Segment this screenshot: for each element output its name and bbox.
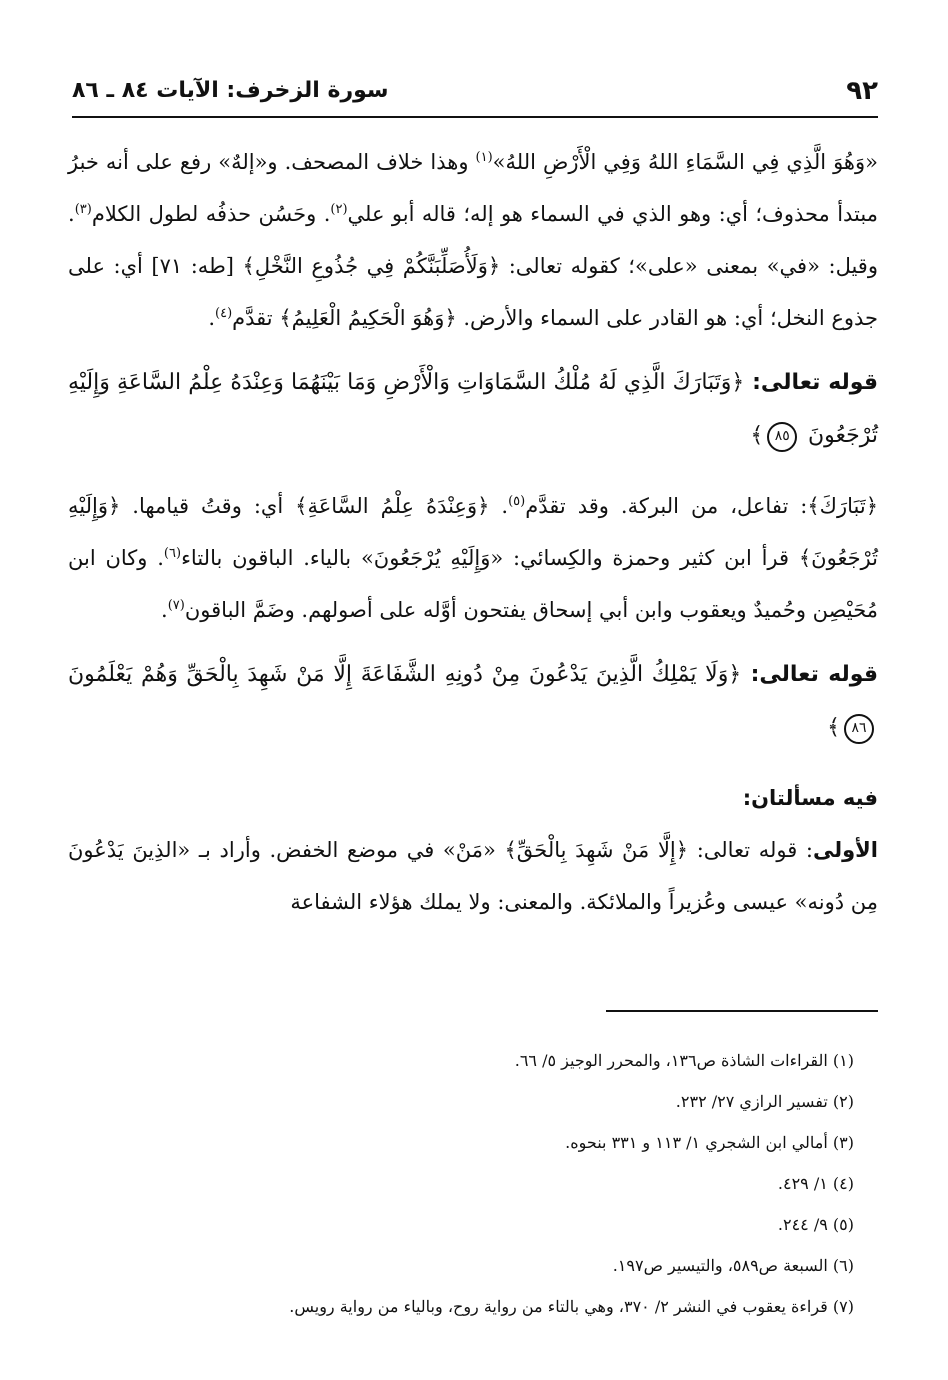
footnote-ref-1: (١): [475, 150, 493, 165]
verse-number-86: ٨٦: [844, 714, 874, 744]
section-subheading: فيه مسألتان:: [742, 786, 878, 810]
text-run: : قوله تعالى: ﴿إِلَّا مَنْ شَهِدَ بِالْحَقِّ﴾ «مَنْ» في موضع الخفض. وأراد بـ «الذِينَ يَدْعُونَ مِن دُونه» عيسى وعُزيراً والملائكة. والمعنى: ولا يملك هؤلاء الشفاعة: [68, 838, 878, 914]
text-run: . وحَسُن حذفُه لطول الكلام: [91, 202, 331, 226]
verse-85-block: [68, 356, 878, 462]
footnote-ref-3: (٣): [74, 202, 92, 217]
text-run: . وكان ابن مُحَيْصِن وحُميدٌ ويعقوب وابن أبي إسحاق يفتحون أوَّله على أصولهم. وضَمَّ الباقون: [68, 546, 878, 622]
quran-verse-85: ﴿وَتَبَارَكَ الَّذِي لَهُ مُلْكُ السَّمَاوَاتِ وَالْأَرْضِ وَمَا بَيْنَهُمَا وَعِنْدَهُ عِلْمُ السَّاعَةِ وَإِلَيْهِ تُرْجَعُونَ: [68, 370, 878, 448]
footnote-4: (٤) ١/ ٤٢٩.: [777, 1174, 854, 1193]
text-run: «وَهُوَ الَّذِي فِي السَّمَاءِ اللهُ وَفِي الْأَرْضِ اللهُ»: [492, 150, 878, 174]
footnote-ref-2: (٢): [330, 202, 348, 217]
verse-close-bracket: ﴾: [827, 715, 840, 740]
footnotes: [72, 1040, 854, 1327]
issue-lead: الأولى: [812, 838, 878, 862]
text-run: وهذا خلاف المصحف. و«إلهٌ» رفع على أنه خبرُ مبتدأ محذوف؛ أي: وهو الذي في السماء هو إله؛ قاله أبو علي: [68, 150, 878, 226]
text-run: ﴿تَبَارَكَ﴾: تفاعل، من البركة. وقد تقدَّم: [525, 494, 879, 518]
footnote-ref-7: (٧): [167, 598, 185, 613]
footnote-6: (٦) السبعة ص٥٨٩، والتيسير ص١٩٧.: [612, 1256, 854, 1275]
running-title: سورة الزخرف: الآيات ٨٤ ـ ٨٦: [72, 78, 389, 103]
text-run: . وقيل: «في» بمعنى «على»؛ كقوله تعالى: ﴿وَلَأُصَلِّبَنَّكُمْ فِي جُذُوعِ النَّخْلِ﴾ [طه: ٧١] أي: على جذوع النخل؛ أي: هو القادر على السماء والأرض. ﴿وَهُوَ الْحَكِيمُ الْعَلِيمُ﴾ تقدَّم: [68, 202, 878, 330]
page-number: ٩٢: [846, 76, 878, 106]
footnote-ref-5: (٥): [508, 494, 526, 509]
paragraph-2: [68, 480, 878, 636]
verse-heading-label: قوله تعالى:: [744, 370, 878, 395]
page-header: [72, 76, 878, 118]
paragraph-3: [68, 824, 878, 928]
verse-heading-label: قوله تعالى:: [741, 662, 878, 687]
footnote-ref-4: (٤): [215, 306, 233, 321]
text-run: .: [161, 598, 168, 622]
footnote-2: (٢) تفسير الرازي ٢٧/ ٢٣٢.: [675, 1092, 854, 1111]
footnote-3: (٣) أمالي ابن الشجري ١/ ١١٣ و ٣٣١ بنحوه.: [565, 1133, 854, 1152]
text-run: . ﴿وَعِنْدَهُ عِلْمُ السَّاعَةِ﴾ أي: وقتُ قيامها. ﴿وَإِلَيْهِ تُرْجَعُونَ﴾ قرأ ابن كثير وحمزة والكِسائي: «وَإِلَيْهِ يُرْجَعُونَ» بالياء. الباقون بالتاء: [68, 494, 878, 570]
footnote-5: (٥) ٩/ ٢٤٤.: [777, 1215, 854, 1234]
footnote-ref-6: (٦): [163, 546, 182, 561]
verse-86-block: [68, 648, 878, 754]
text-run: .: [208, 306, 216, 330]
footnote-divider: [606, 1010, 878, 1012]
quran-verse-86: ﴿وَلَا يَمْلِكُ الَّذِينَ يَدْعُونَ مِنْ دُونِهِ الشَّفَاعَةَ إِلَّا مَنْ شَهِدَ بِالْحَقِّ وَهُمْ يَعْلَمُونَ: [68, 662, 742, 687]
footnote-1: (١) القراءات الشاذة ص١٣٦، والمحرر الوجيز ٥/ ٦٦.: [514, 1051, 854, 1070]
footnote-7: (٧) قراءة يعقوب في النشر ٢/ ٣٧٠، وهي بالتاء من رواية روح، وبالياء من رواية رويس.: [289, 1297, 854, 1316]
paragraph-1: [68, 136, 878, 344]
verse-number-85: ٨٥: [767, 422, 797, 452]
page-body: [68, 136, 878, 928]
verse-close-bracket: ﴾: [750, 423, 764, 448]
